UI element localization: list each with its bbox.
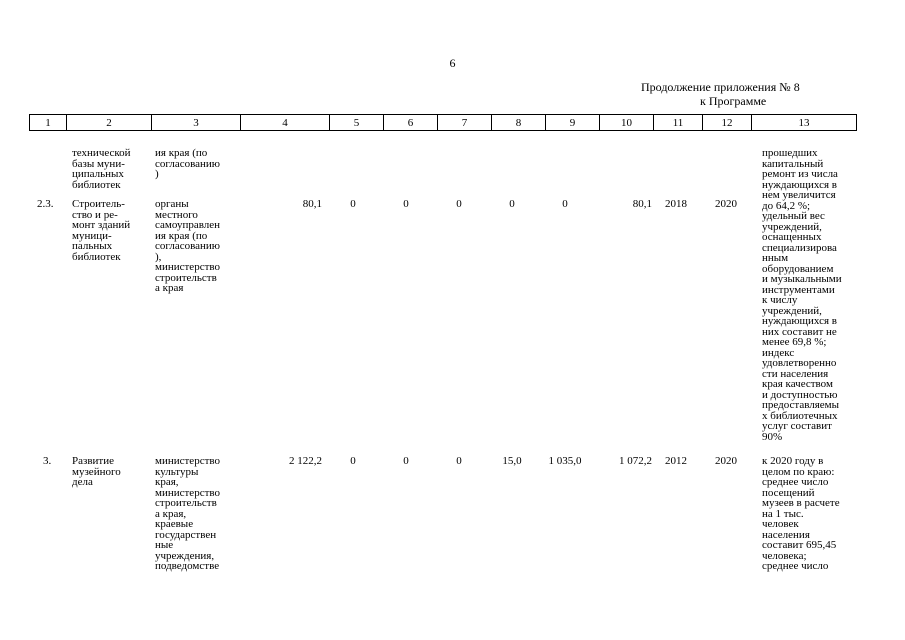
header-col-7: 7 [438,115,492,131]
column-number-header [29,114,857,131]
continuation-title: Продолжение приложения № 8 [641,80,800,94]
row-3-col6: 0 [403,455,409,467]
row-3-col9: 1 035,0 [548,455,582,467]
header-col-11: 11 [654,115,703,131]
top-row-col3: ия края (по согласованию ) [155,147,221,180]
row-2-3-col8: 0 [509,198,515,210]
row-3-col10: 1 072,2 [619,455,652,467]
row-2-3-col12: 2020 [715,198,737,210]
row-2-3-number: 2.3. [37,198,54,210]
header-col-10: 10 [600,115,654,131]
row-2-3-col6: 0 [403,198,409,210]
row-3-number: 3. [43,455,52,467]
row-2-3-col7: 0 [456,198,462,210]
row-2-3-col11: 2018 [665,198,687,210]
row-2-3-col10: 80,1 [632,198,652,210]
row-2-3-name: Строитель- ство и ре- монт зданий муници- пальных библиотек [72,198,131,263]
row-3-col13: к 2020 году в целом по краю: среднее число посещений музеев в расчете на 1 тыс. человек населения составит 695,45 человека; среднее число [762,455,840,572]
row-3-col8: 15,0 [502,455,522,467]
top-row-col2: технической базы муни- ципальных библиотек [72,147,131,191]
header-col-3: 3 [152,115,241,131]
page-number: 6 [449,56,456,70]
row-3-col5: 0 [350,455,356,467]
header-col-5: 5 [330,115,384,131]
header-col-13: 13 [752,115,857,131]
header-col-4: 4 [241,115,330,131]
row-3-name: Развитие музейного дела [72,455,121,488]
continuation-subtitle: к Программе [700,94,767,108]
row-3-executor: министерство культуры края, министерство строительств а края, краевые государствен ные учреждения, подведомстве [155,455,221,572]
row-3-col12: 2020 [715,455,737,467]
row-3-col11: 2012 [665,455,687,467]
row-2-3-col5: 0 [350,198,356,210]
header-col-8: 8 [492,115,546,131]
row-2-3-col9: 0 [562,198,568,210]
header-col-1: 1 [30,115,67,131]
row-2-3-col4: 80,1 [302,198,322,210]
row-3-col7: 0 [456,455,462,467]
header-col-2: 2 [67,115,152,131]
header-col-9: 9 [546,115,600,131]
row-3-col4: 2 122,2 [289,455,322,467]
row-2-3-executor: органы местного самоуправлен ия края (по согласованию ), министерство строительств а края [155,198,221,294]
header-col-6: 6 [384,115,438,131]
top-row-col13: прошедших капитальный ремонт из числа нуждающихся в нем увеличится до 64,2 %; удельный вес учреждений, оснащенных специализирова нным оборудованием и музыкальными инструментами к числу учреждений, нуждающихся в них составит не менее 69,8 %; индекс удовлетворенно сти населения края качеством и доступностью предоставляемы х библиотечных услуг составит 90% [762,147,842,443]
header-col-12: 12 [703,115,752,131]
